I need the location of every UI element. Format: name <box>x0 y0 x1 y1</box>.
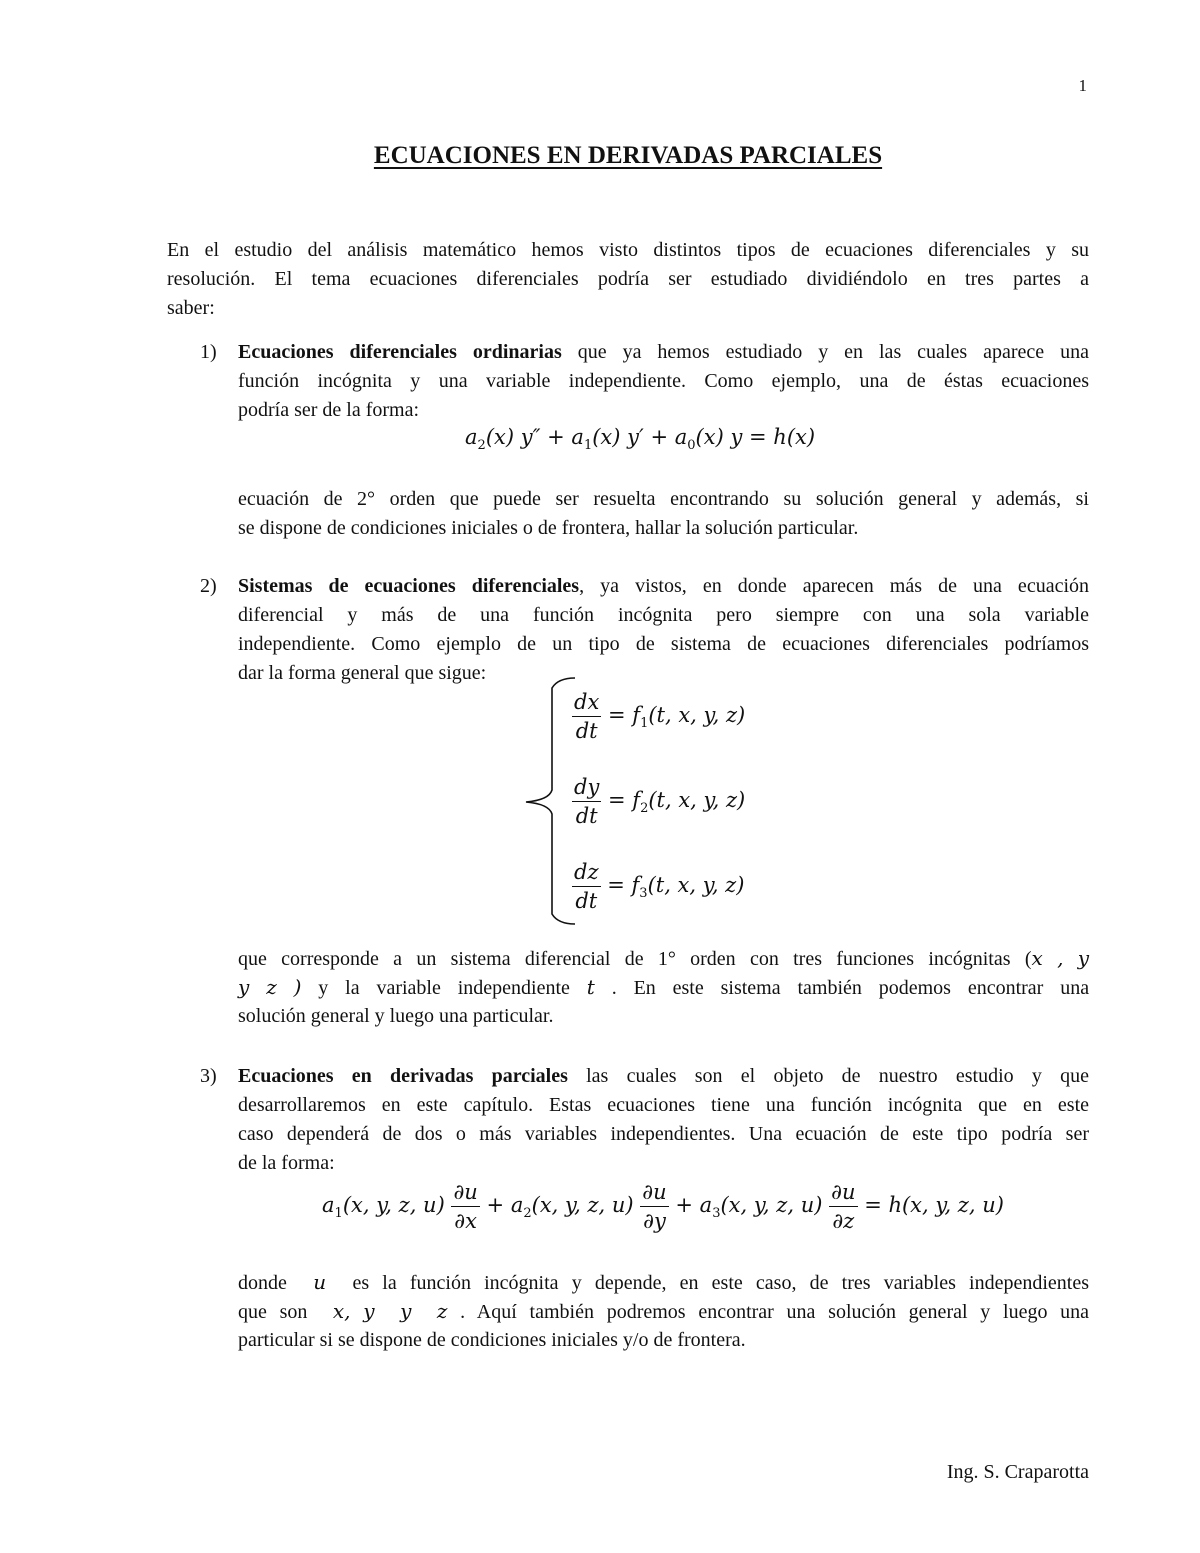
item-3-after-line-3: particular si se dispone de condiciones iniciales y/o de frontera. <box>238 1329 746 1351</box>
item-2-text: , ya vistos, en donde aparecen más de una ecuación <box>579 575 1090 597</box>
item-2-line-3: independiente. Como ejemplo de un tipo de sistema de ecuaciones diferenciales podríamos <box>238 633 1089 655</box>
item-3-heading: Ecuaciones en derivadas parciales <box>238 1065 568 1087</box>
item-1-line-2: función incógnita y una variable independiente. Como ejemplo, una de éstas ecuaciones <box>238 370 1089 392</box>
system-brace <box>520 674 580 928</box>
item-3-after-line-1: donde u es la función incógnita y depende, en este caso, de tres variables independientes <box>238 1270 1090 1294</box>
item-3-line-4: de la forma: <box>238 1152 335 1174</box>
page-title <box>0 142 1200 170</box>
item-1-text: que ya hemos estudiado y en las cuales aparece una <box>577 341 1090 363</box>
item-3-after-line-2: que son x, y y z . Aquí también podremos encontrar una solución general y luego una <box>238 1299 1090 1323</box>
item-1-line-3: podría ser de la forma: <box>238 399 420 421</box>
item-2-number: 2) <box>200 575 217 597</box>
item-2-line-1 <box>238 572 1089 601</box>
system-equation-1: $\frac{dx}{dt}$ = $f_1(t$, x, y, z) <box>574 690 746 743</box>
item-3-text: las cuales son el objeto de nuestro estudio y que <box>586 1065 1090 1087</box>
item-1-number: 1) <box>200 341 217 363</box>
item-2-line-2: diferencial y más de una función incógnita pero siempre con una sola variable <box>238 604 1089 626</box>
page-title-text: ECUACIONES EN DERIVADAS PARCIALES <box>373 142 883 169</box>
intro-line-1: En el estudio del análisis matemático hemos visto distintos tipos de ecuaciones diferenciales y su <box>167 239 1089 261</box>
page-number: 1 <box>1078 76 1087 95</box>
intro-line-2: resolución. El tema ecuaciones diferenciales podría ser estudiado dividiéndolo en tres partes a <box>167 268 1089 290</box>
ode-equation: $a_2(x) y'' + a_1(x) y' + a_0(x) y = h(x)$ <box>465 425 816 454</box>
item-2-after-line-3: solución general y luego una particular. <box>238 1005 554 1027</box>
system-equation-2: $\frac{dy}{dt}$ = $f_2(t$, x, y, z) <box>574 775 746 828</box>
intro-line-3: saber: <box>167 297 215 319</box>
item-2-line-4: dar la forma general que sigue: <box>238 662 487 684</box>
system-equation-3: $\frac{dz}{dt}$ = $f_3(t$, x, y, z) <box>574 860 745 913</box>
item-1-heading: Ecuaciones diferenciales ordinarias <box>238 341 562 363</box>
footer-author: Ing. S. Craparotta <box>946 1461 1089 1483</box>
pde-equation: $a_1(x$, y, z, u) $\frac{\partial u}{\partial x}$ + $a_2(x$, y, z, u) $\frac{\partial u}{\partial y}$ + $a_3(x$, y, z, u) $\frac{\partial u}{\partial z}$ = h(x, y, z, u) <box>322 1180 1004 1233</box>
item-3-line-3: caso dependerá de dos o más variables independientes. Una ecuación de este tipo podría ser <box>238 1123 1089 1145</box>
item-3-number: 3) <box>200 1065 217 1087</box>
item-2-after-line-1: que corresponde a un sistema diferencial de 1° orden con tres funciones incógnitas (x , y <box>238 946 1090 970</box>
item-2-after-line-2: y z ) y la variable independiente t . En este sistema también podemos encontrar una <box>238 975 1090 999</box>
item-1-after-line-2: se dispone de condiciones iniciales o de frontera, hallar la solución particular. <box>238 517 859 539</box>
item-3-line-1 <box>238 1062 1089 1091</box>
item-3-line-2: desarrollaremos en este capítulo. Estas ecuaciones tiene una función incógnita que en este <box>238 1094 1089 1116</box>
item-2-heading: Sistemas de ecuaciones diferenciales <box>238 575 580 597</box>
item-1-after-line-1: ecuación de 2° orden que puede ser resuelta encontrando su solución general y además, si <box>238 488 1089 510</box>
item-1-line-1 <box>238 338 1089 367</box>
